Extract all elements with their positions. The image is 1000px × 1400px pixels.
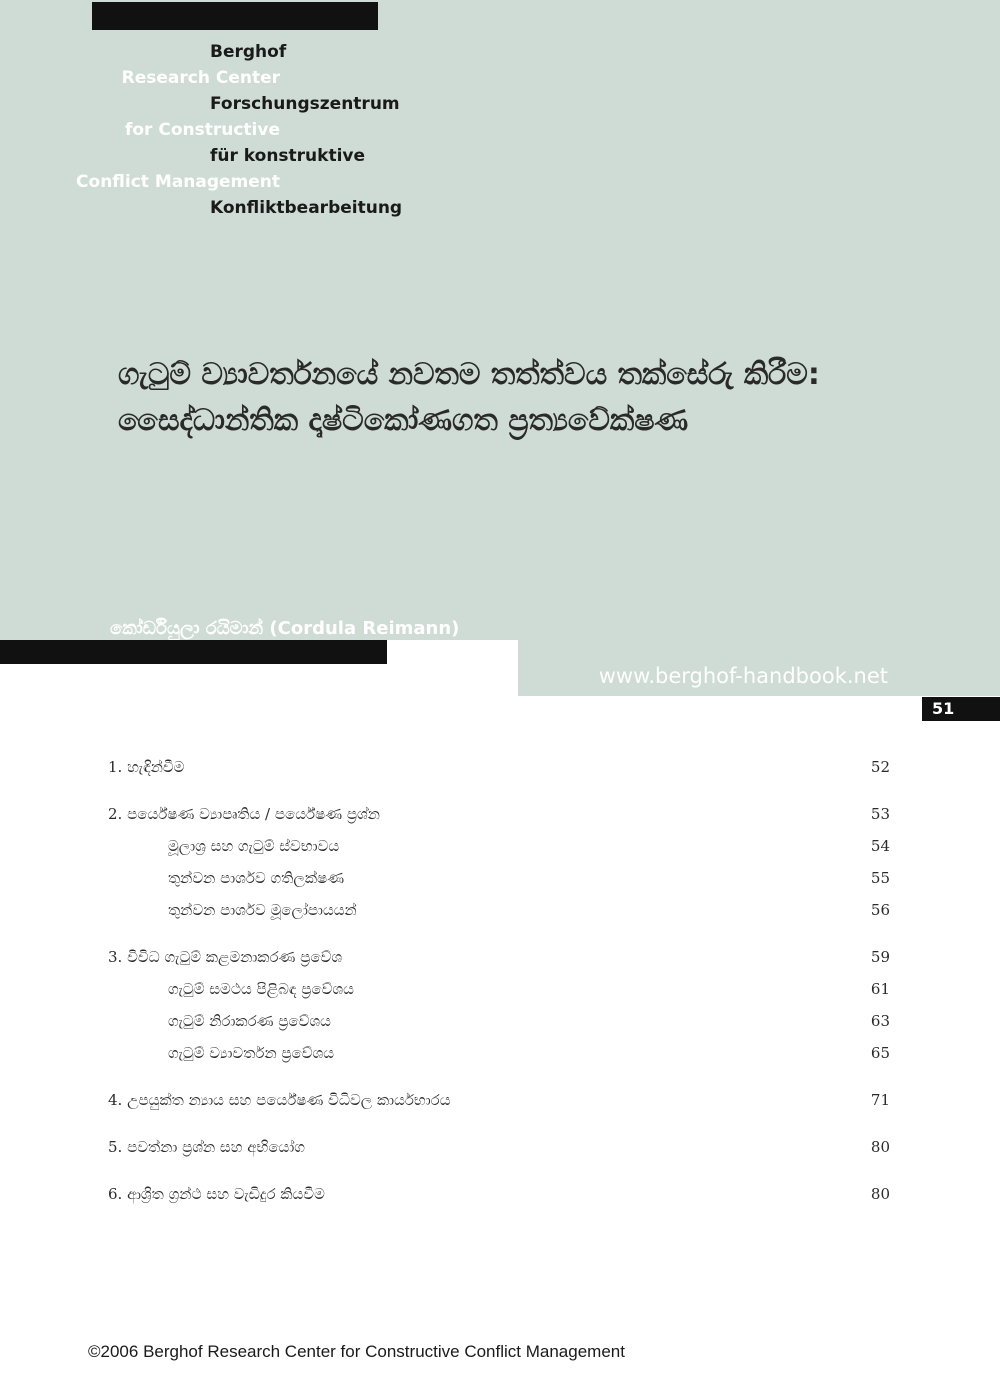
toc-row[interactable] — [108, 1083, 890, 1115]
toc-entry-label: තුන්වන පාර්ශව මූලෝපායයන් — [168, 901, 357, 919]
org-line-for-constructive: for Constructive — [124, 120, 280, 140]
toc-row[interactable] — [108, 1130, 890, 1162]
toc-row[interactable] — [108, 829, 890, 861]
toc-entry-label: තුන්වන පාර්ශව ගතිලක්ෂණ — [168, 869, 345, 887]
toc-row[interactable] — [108, 797, 890, 829]
toc-entry-label: ගැටුම් ව්‍යාවර්තන ප්‍රවේශය — [168, 1044, 335, 1062]
toc-entry-page: 53 — [870, 805, 890, 823]
org-line-research-center: Research Center — [121, 68, 280, 88]
org-line-berghof: Berghof — [210, 42, 287, 62]
toc-row[interactable] — [108, 750, 890, 782]
toc-entry-page: 61 — [870, 980, 890, 998]
toc-entry-page: 55 — [870, 869, 890, 887]
org-line-fur-konstruktive: für konstruktive — [210, 146, 366, 166]
toc-entry-label: 1. හැඳින්වීම — [108, 758, 185, 776]
author-black-bar — [0, 640, 387, 664]
toc-entry-label: 6. ආශ්‍රිත ග්‍රන්ථ සහ වැඩිදුර කියවීම — [108, 1185, 325, 1203]
toc-gap — [108, 925, 890, 940]
toc-entry-label: 3. විවිධ ගැටුම් කළමනාකරණ ප්‍රවේශ — [108, 948, 343, 966]
toc-row[interactable] — [108, 1036, 890, 1068]
header-banner — [0, 0, 1000, 640]
toc-entry-label: 4. උපයුක්ත න්‍යාය සහ පර්යේෂණ විධිවල කාර්යභාරය — [108, 1091, 451, 1109]
toc-entry-label: මූලාශ්‍ර සහ ගැටුම් ස්වභාවය — [168, 837, 340, 855]
toc-row[interactable] — [108, 893, 890, 925]
copyright-footer: ©2006 Berghof Research Center for Constructive Conflict Management — [88, 1342, 625, 1361]
toc-row[interactable] — [108, 1004, 890, 1036]
toc-entry-label: ගැටුම් නිරාකරණ ප්‍රවේශය — [168, 1012, 331, 1030]
toc-gap — [108, 1068, 890, 1083]
toc-entry-label: 5. පවත්නා ප්‍රශ්න සහ අභියෝග — [108, 1138, 305, 1156]
article-title — [118, 352, 898, 444]
toc-entry-page: 80 — [870, 1185, 890, 1203]
toc-entry-page: 52 — [870, 758, 890, 776]
title-line-1: ගැටුම් ව්‍යාවර්තනයේ නවතම තත්ත්වය තක්සේරු කිරීම: — [118, 357, 820, 392]
toc-row[interactable] — [108, 861, 890, 893]
toc-entry-page: 71 — [870, 1091, 890, 1109]
toc-gap — [108, 1162, 890, 1177]
toc-gap — [108, 1115, 890, 1130]
toc-entry-page: 54 — [870, 837, 890, 855]
top-black-bar — [92, 2, 378, 30]
toc-entry-page: 56 — [870, 901, 890, 919]
toc-entry-label: 2. පර්යේෂණ ව්‍යාපෘතිය / පර්යේෂණ ප්‍රශ්න — [108, 805, 380, 823]
toc-row[interactable] — [108, 972, 890, 1004]
toc-entry-page: 80 — [870, 1138, 890, 1156]
title-line-2: සෛද්ධාන්තික දෘෂ්ටිකෝණගත ප්‍රත්‍යවේක්ෂණ — [118, 403, 689, 438]
toc-entry-page: 65 — [870, 1044, 890, 1062]
toc-entry-page: 59 — [870, 948, 890, 966]
toc-row[interactable] — [108, 1177, 890, 1209]
website-url[interactable]: www.berghof-handbook.net — [598, 664, 888, 688]
author-name: කෝර්ඩියුලා රයිමාන් (Cordula Reimann) — [110, 618, 460, 639]
toc-row[interactable] — [108, 940, 890, 972]
table-of-contents — [108, 750, 890, 1209]
org-line-konfliktbearbeitung: Konfliktbearbeitung — [210, 198, 403, 218]
org-line-forschungszentrum: Forschungszentrum — [210, 94, 400, 114]
org-line-conflict-management: Conflict Management — [76, 172, 280, 192]
page-number: 51 — [922, 697, 1000, 721]
toc-entry-label: ගැටුම් සමථය පිළිබඳ ප්‍රවේශය — [168, 980, 354, 998]
toc-gap — [108, 782, 890, 797]
toc-entry-page: 63 — [870, 1012, 890, 1030]
